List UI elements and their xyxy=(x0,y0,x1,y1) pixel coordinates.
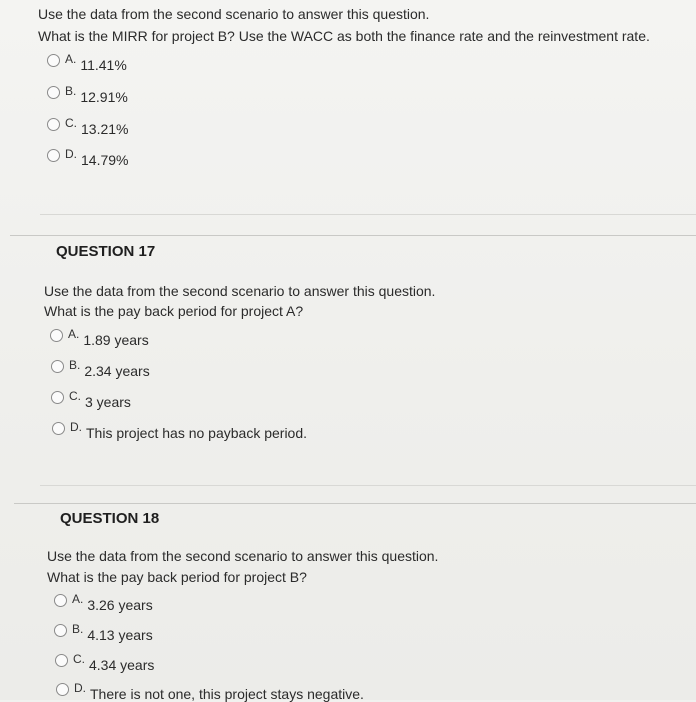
option-text: 1.89 years xyxy=(83,332,149,348)
option-text: 3 years xyxy=(85,394,131,410)
radio-button[interactable] xyxy=(56,683,69,696)
q18-option-b[interactable] xyxy=(54,622,153,642)
radio-button[interactable] xyxy=(47,54,60,67)
option-letter: B. xyxy=(72,622,84,636)
q18-option-c[interactable] xyxy=(55,652,154,672)
section-divider xyxy=(10,235,696,236)
option-text: 3.26 years xyxy=(87,597,153,613)
option-letter: B. xyxy=(69,358,81,372)
q16-option-b[interactable] xyxy=(47,84,128,104)
q16-option-c[interactable] xyxy=(47,116,128,136)
q16-option-d[interactable] xyxy=(47,147,128,167)
option-letter: C. xyxy=(65,116,77,130)
q17-option-d[interactable] xyxy=(52,420,307,440)
radio-button[interactable] xyxy=(50,329,63,342)
option-text: 2.34 years xyxy=(84,363,150,379)
radio-button[interactable] xyxy=(54,624,67,637)
question-17-text-line-1: Use the data from the second scenario to answer this question. xyxy=(44,283,436,299)
option-letter: A. xyxy=(68,327,80,341)
question-18-text-line-2: What is the pay back period for project B? xyxy=(47,569,307,585)
option-letter: C. xyxy=(69,389,81,403)
option-letter: D. xyxy=(74,681,86,695)
radio-button[interactable] xyxy=(51,391,64,404)
section-divider xyxy=(40,485,696,486)
q18-option-a[interactable] xyxy=(54,592,153,612)
section-divider xyxy=(14,503,696,504)
option-text: 14.79% xyxy=(81,152,129,168)
option-letter: D. xyxy=(65,147,77,161)
option-text: There is not one, this project stays negative. xyxy=(90,686,364,702)
q17-option-c[interactable] xyxy=(51,389,131,409)
radio-button[interactable] xyxy=(51,360,64,373)
radio-button[interactable] xyxy=(52,422,65,435)
option-text: This project has no payback period. xyxy=(86,425,308,441)
option-text: 13.21% xyxy=(81,121,129,137)
radio-button[interactable] xyxy=(47,118,60,131)
question-17-text-line-2: What is the pay back period for project A? xyxy=(44,303,304,319)
option-letter: C. xyxy=(73,652,85,666)
option-text: 4.13 years xyxy=(87,627,153,643)
question-16-text-line-1: Use the data from the second scenario to answer this question. xyxy=(38,6,430,22)
section-divider xyxy=(40,214,696,215)
radio-button[interactable] xyxy=(55,654,68,667)
question-18-text-line-1: Use the data from the second scenario to answer this question. xyxy=(47,548,439,564)
option-text: 11.41% xyxy=(80,57,127,73)
option-letter: A. xyxy=(65,52,77,66)
question-17-heading: QUESTION 17 xyxy=(56,243,156,260)
radio-button[interactable] xyxy=(47,86,60,99)
q17-option-b[interactable] xyxy=(51,358,150,378)
radio-button[interactable] xyxy=(47,149,60,162)
question-16-text-line-2: What is the MIRR for project B? Use the WACC as both the finance rate and the reinvestment rate. xyxy=(38,28,650,44)
q18-option-d[interactable] xyxy=(56,681,364,701)
option-letter: D. xyxy=(70,420,82,434)
q17-option-a[interactable] xyxy=(50,327,149,347)
radio-button[interactable] xyxy=(54,594,67,607)
option-text: 12.91% xyxy=(80,89,128,105)
option-letter: B. xyxy=(65,84,77,98)
option-text: 4.34 years xyxy=(89,657,155,673)
q16-option-a[interactable] xyxy=(47,52,127,72)
question-18-heading: QUESTION 18 xyxy=(60,510,160,527)
option-letter: A. xyxy=(72,592,84,606)
